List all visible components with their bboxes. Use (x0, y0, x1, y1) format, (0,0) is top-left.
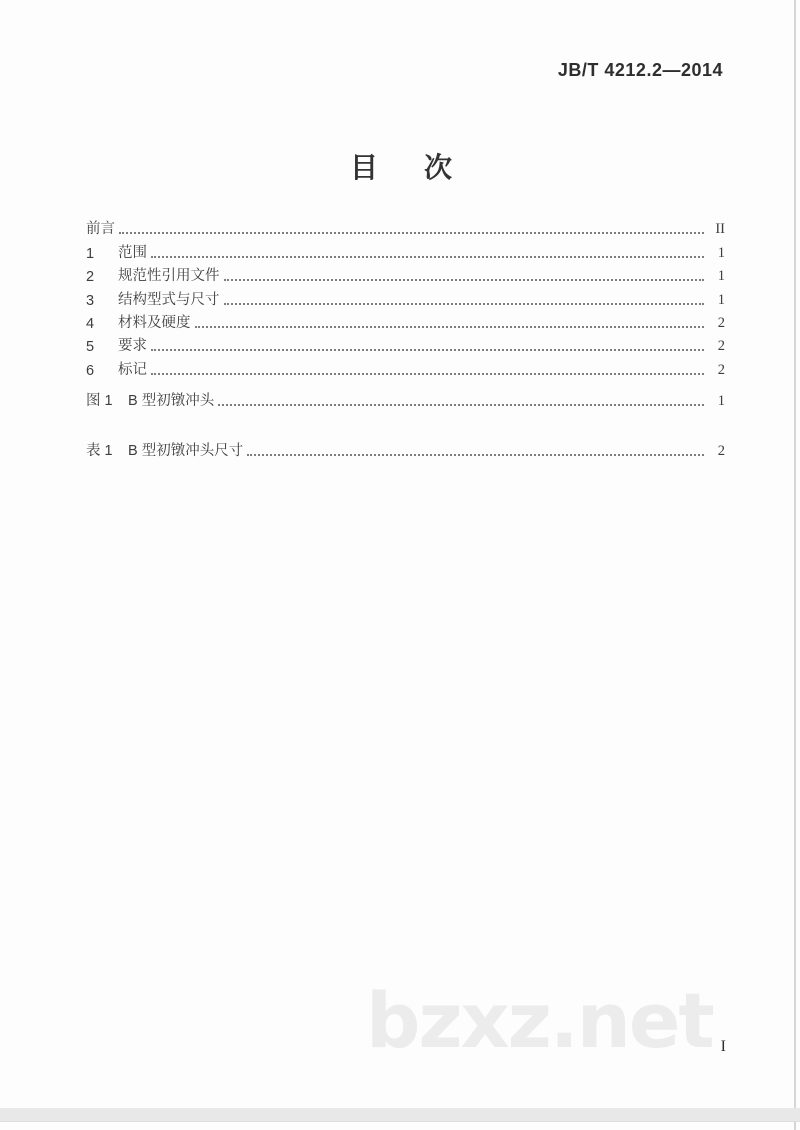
toc-entry-number: 1 (86, 245, 95, 262)
toc-spacer (86, 410, 725, 436)
scan-edge-line (794, 0, 796, 1130)
toc-row-structure-dimensions (86, 285, 725, 308)
toc-entry-number: 5 (86, 339, 95, 356)
watermark: bzxz.net (366, 976, 713, 1065)
toc-row-table-1 (86, 436, 725, 459)
toc-entry-label: 结构型式与尺寸 (118, 291, 220, 308)
standard-code: JB/T 4212.2—2014 (557, 60, 723, 80)
toc-page-number: 2 (717, 442, 725, 459)
scan-bottom-band (0, 1108, 800, 1122)
toc-page-number: 1 (717, 268, 725, 285)
toc-entry-number: 6 (86, 362, 95, 379)
toc-entry-number: 表 1 (86, 442, 113, 459)
dotted-leader (151, 256, 704, 258)
dotted-leader (119, 232, 704, 234)
toc-page-number: 2 (717, 361, 725, 378)
toc-entry-label: 材料及硬度 (118, 314, 191, 331)
dotted-leader (195, 326, 705, 328)
toc-entry-label: 前言 (86, 221, 115, 238)
toc-spacer (86, 379, 725, 387)
toc-row-scope (86, 238, 725, 261)
toc-entry-label: 范围 (118, 244, 147, 261)
toc-entry-label: 标记 (118, 361, 147, 378)
folio-page-number: I (720, 1038, 726, 1055)
toc-page-number: 1 (717, 393, 725, 410)
table-of-contents (86, 215, 725, 460)
toc-page-number: II (715, 221, 725, 238)
dotted-leader (218, 404, 704, 406)
toc-entry-number: 4 (86, 315, 95, 332)
toc-entry-label: B 型初镦冲头尺寸 (128, 442, 244, 459)
toc-entry-number: 2 (86, 269, 95, 286)
toc-entry-label: B 型初镦冲头 (128, 393, 215, 410)
page-title: 目 次 (349, 152, 461, 183)
toc-row-marking (86, 355, 725, 378)
toc-row-requirements (86, 332, 725, 355)
toc-entry-number: 图 1 (86, 393, 113, 410)
toc-page-number: 2 (717, 338, 725, 355)
dotted-leader (224, 303, 705, 305)
toc-row-figure-1 (86, 387, 725, 410)
toc-row-material-hardness (86, 309, 725, 332)
dotted-leader (247, 454, 704, 456)
toc-entry-label: 要求 (118, 338, 147, 355)
toc-page-number: 1 (717, 291, 725, 308)
toc-row-normative-references (86, 262, 725, 285)
toc-page-number: 2 (717, 314, 725, 331)
toc-row-foreword (86, 215, 725, 238)
dotted-leader (151, 373, 704, 375)
dotted-leader (224, 279, 705, 281)
toc-page-number: 1 (717, 244, 725, 261)
toc-entry-label: 规范性引用文件 (118, 268, 220, 285)
toc-entry-number: 3 (86, 292, 95, 309)
dotted-leader (151, 349, 704, 351)
